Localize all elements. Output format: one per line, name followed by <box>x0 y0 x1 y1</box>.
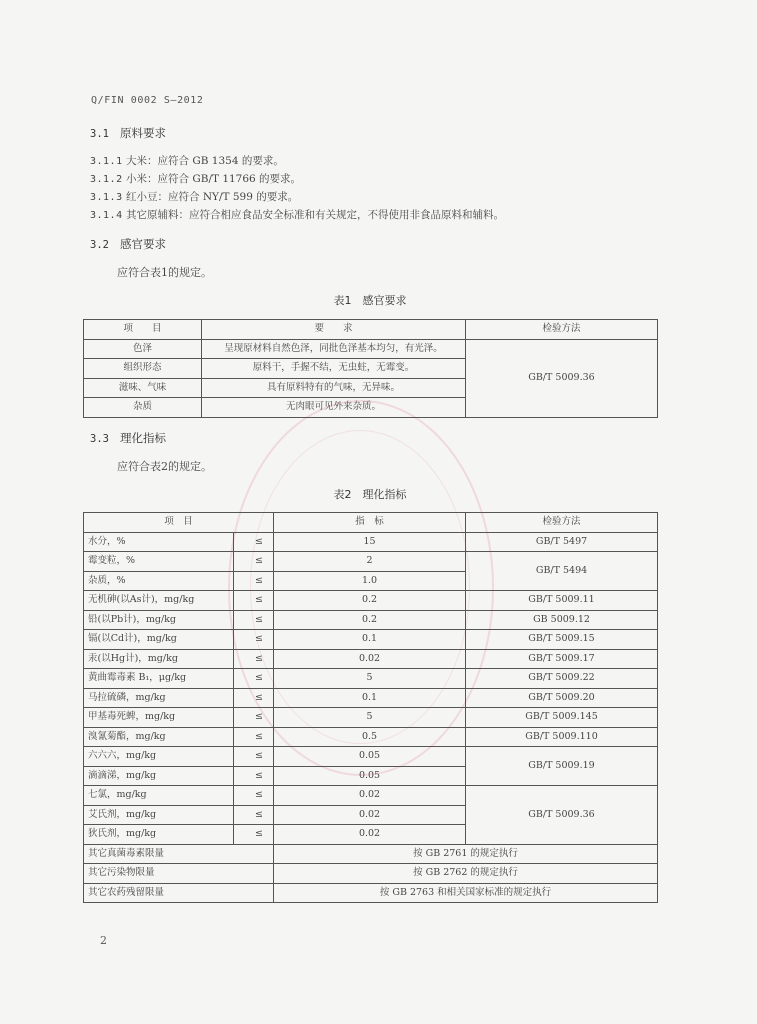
row-operator: ≤ <box>234 669 274 689</box>
row-item: 其它污染物限量 <box>84 864 274 884</box>
table-row <box>84 339 658 359</box>
column-header: 检验方法 <box>466 513 658 533</box>
physicochemical-indicators-table <box>83 512 658 903</box>
section-number: 3.2 <box>90 239 109 251</box>
table-row <box>84 669 658 689</box>
row-requirement: 原料干，手握不结，无虫蛀，无霉变。 <box>202 359 466 379</box>
row-requirement: 呈现原材料自然色泽，同批色泽基本均匀，有光泽。 <box>202 339 466 359</box>
row-value: 0.02 <box>274 786 466 806</box>
row-item: 艾氏剂，mg/kg <box>84 805 234 825</box>
table-row <box>84 532 658 552</box>
row-value: 0.05 <box>274 766 466 786</box>
item-number: 3.1.2 <box>90 174 123 185</box>
row-value: 0.02 <box>274 649 466 669</box>
row-method: GB/T 5009.145 <box>466 708 658 728</box>
table-footer-row <box>84 883 658 903</box>
row-value: 0.1 <box>274 630 466 650</box>
item-3-1-4 <box>90 207 504 222</box>
row-item: 霉变粒，% <box>84 552 234 572</box>
row-item: 杂质 <box>84 398 202 418</box>
table-row <box>84 786 658 806</box>
section-title: 理化指标 <box>120 431 166 445</box>
row-item: 杂质，% <box>84 571 234 591</box>
item-number: 3.1.4 <box>90 210 123 221</box>
row-method: GB/T 5009.19 <box>466 747 658 786</box>
section-3-1-heading <box>90 125 166 141</box>
section-3-3-heading <box>90 430 166 446</box>
row-operator: ≤ <box>234 766 274 786</box>
row-item: 甲基毒死蜱，mg/kg <box>84 708 234 728</box>
section-number: 3.1 <box>90 128 109 140</box>
row-operator: ≤ <box>234 649 274 669</box>
row-method: GB/T 5009.15 <box>466 630 658 650</box>
table-row <box>84 747 658 767</box>
table-row <box>84 727 658 747</box>
table-header-row <box>84 513 658 533</box>
table-header-row <box>84 320 658 340</box>
item-number: 3.1.3 <box>90 192 123 203</box>
row-operator: ≤ <box>234 825 274 845</box>
row-method: GB/T 5497 <box>466 532 658 552</box>
row-value: 2 <box>274 552 466 572</box>
row-item: 水分，% <box>84 532 234 552</box>
table-row <box>84 591 658 611</box>
row-method: GB/T 5009.20 <box>466 688 658 708</box>
section-title: 原料要求 <box>120 126 166 140</box>
row-operator: ≤ <box>234 630 274 650</box>
item-3-1-2 <box>90 171 301 186</box>
table2-caption: 表2 理化指标 <box>333 488 407 501</box>
row-value: 0.05 <box>274 747 466 767</box>
table-row <box>84 552 658 572</box>
row-method: GB/T 5494 <box>466 552 658 591</box>
row-operator: ≤ <box>234 591 274 611</box>
row-rule: 按 GB 2761 的规定执行 <box>274 844 658 864</box>
row-requirement: 无肉眼可见外来杂质。 <box>202 398 466 418</box>
row-value: 0.1 <box>274 688 466 708</box>
row-value: 0.2 <box>274 610 466 630</box>
row-value: 1.0 <box>274 571 466 591</box>
row-operator: ≤ <box>234 552 274 572</box>
row-method: GB/T 5009.17 <box>466 649 658 669</box>
row-item: 汞(以Hg计)，mg/kg <box>84 649 234 669</box>
row-operator: ≤ <box>234 571 274 591</box>
column-header: 要 求 <box>202 320 466 340</box>
table-row <box>84 688 658 708</box>
standard-code-header: Q/FIN 0002 S—2012 <box>91 95 204 106</box>
row-method: GB/T 5009.110 <box>466 727 658 747</box>
row-method: GB/T 5009.36 <box>466 786 658 845</box>
row-item: 溴氰菊酯，mg/kg <box>84 727 234 747</box>
row-rule: 按 GB 2762 的规定执行 <box>274 864 658 884</box>
column-header: 检验方法 <box>466 320 658 340</box>
row-value: 0.02 <box>274 805 466 825</box>
row-value: 15 <box>274 532 466 552</box>
row-operator: ≤ <box>234 610 274 630</box>
column-header: 项 目 <box>84 320 202 340</box>
row-rule: 按 GB 2763 和相关国家标准的规定执行 <box>274 883 658 903</box>
row-method: GB/T 5009.22 <box>466 669 658 689</box>
row-operator: ≤ <box>234 727 274 747</box>
table1-reference-paragraph: 应符合表1的规定。 <box>117 266 212 279</box>
row-item: 其它真菌毒素限量 <box>84 844 274 864</box>
sensory-requirements-table <box>83 319 658 418</box>
row-item: 镉(以Cd计)，mg/kg <box>84 630 234 650</box>
item-text: 大米：应符合 GB 1354 的要求。 <box>126 155 284 167</box>
row-item: 其它农药残留限量 <box>84 883 274 903</box>
table-row <box>84 708 658 728</box>
row-operator: ≤ <box>234 532 274 552</box>
item-number: 3.1.1 <box>90 156 123 167</box>
row-value: 0.2 <box>274 591 466 611</box>
row-operator: ≤ <box>234 708 274 728</box>
section-title: 感官要求 <box>120 237 166 251</box>
row-item: 马拉硫磷，mg/kg <box>84 688 234 708</box>
item-text: 小米：应符合 GB/T 11766 的要求。 <box>126 173 302 185</box>
row-item: 六六六，mg/kg <box>84 747 234 767</box>
table2-reference-paragraph: 应符合表2的规定。 <box>117 460 212 473</box>
row-requirement: 具有原料特有的气味，无异味。 <box>202 378 466 398</box>
table-footer-row <box>84 864 658 884</box>
row-operator: ≤ <box>234 786 274 806</box>
column-header: 指 标 <box>274 513 466 533</box>
row-item: 无机砷(以As计)，mg/kg <box>84 591 234 611</box>
page-number: 2 <box>100 934 107 947</box>
row-value: 0.5 <box>274 727 466 747</box>
row-item: 狄氏剂，mg/kg <box>84 825 234 845</box>
item-3-1-1 <box>90 153 284 168</box>
table-row <box>84 649 658 669</box>
row-operator: ≤ <box>234 688 274 708</box>
table-row <box>84 610 658 630</box>
row-item: 滴滴涕，mg/kg <box>84 766 234 786</box>
item-text: 红小豆：应符合 NY/T 599 的要求。 <box>126 191 299 203</box>
table1-caption: 表1 感官要求 <box>333 294 407 307</box>
table-footer-row <box>84 844 658 864</box>
row-operator: ≤ <box>234 805 274 825</box>
row-value: 5 <box>274 708 466 728</box>
row-method: GB/T 5009.11 <box>466 591 658 611</box>
item-text: 其它原辅料：应符合相应食品安全标准和有关规定，不得使用非食品原料和辅料。 <box>126 209 504 221</box>
table-row <box>84 630 658 650</box>
row-item: 滋味、气味 <box>84 378 202 398</box>
row-item: 铅(以Pb计)，mg/kg <box>84 610 234 630</box>
row-method: GB 5009.12 <box>466 610 658 630</box>
row-value: 0.02 <box>274 825 466 845</box>
row-operator: ≤ <box>234 747 274 767</box>
column-header: 项 目 <box>84 513 274 533</box>
section-3-2-heading <box>90 236 166 252</box>
item-3-1-3 <box>90 189 298 204</box>
row-value: 5 <box>274 669 466 689</box>
row-item: 黄曲霉毒素 B₁，μg/kg <box>84 669 234 689</box>
row-item: 组织形态 <box>84 359 202 379</box>
test-method: GB/T 5009.36 <box>466 339 658 417</box>
section-number: 3.3 <box>90 433 109 445</box>
row-item: 七氯，mg/kg <box>84 786 234 806</box>
row-item: 色泽 <box>84 339 202 359</box>
